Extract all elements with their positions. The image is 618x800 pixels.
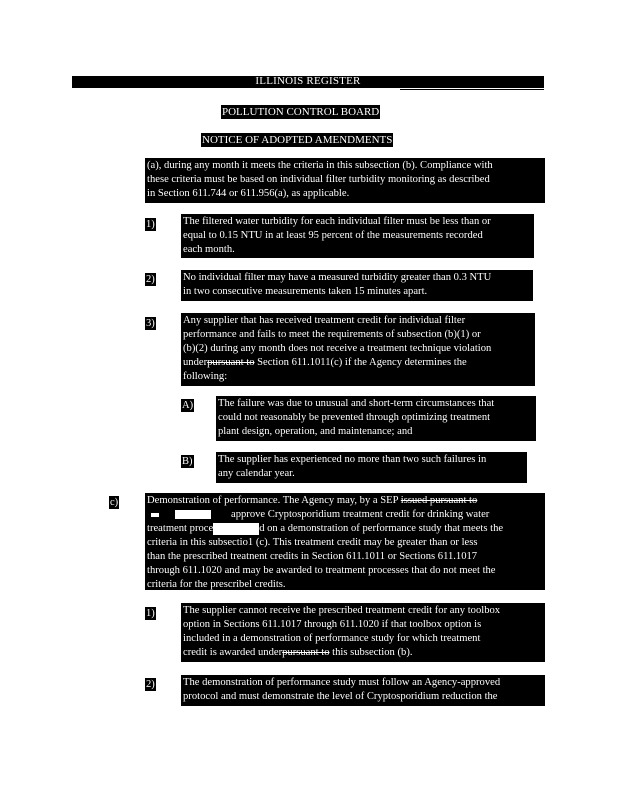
text-span: approve Cryptosporidium treatment credit for drinking water	[231, 509, 490, 520]
item-c2-paragraph	[181, 675, 545, 706]
text-line	[147, 550, 543, 564]
text-line	[147, 494, 543, 508]
redaction-mark	[175, 510, 211, 519]
text-span: for the prescribe	[179, 579, 250, 590]
notice-title: NOTICE OF ADOPTED AMENDMENTS	[202, 134, 393, 146]
item-A-paragraph	[216, 396, 536, 441]
redaction-mark	[151, 513, 159, 517]
text-line	[147, 536, 543, 550]
text-line: option in Sections 611.1017 through 611.1020 if that toolbox option is	[183, 619, 482, 630]
text-line: The failure was due to unusual and short-term circumstances that	[218, 398, 495, 409]
text-line: protocol and must demonstrate the level of Cryptosporidium reduction the	[183, 691, 498, 702]
item-marker: B)	[182, 456, 193, 467]
text-line	[183, 356, 533, 370]
item-3-paragraph	[181, 313, 535, 386]
text-span: Section 611.1011(c) if the Agency determines the	[254, 357, 467, 368]
item-2-paragraph	[181, 270, 533, 301]
register-title: ILLINOIS REGISTER	[255, 75, 361, 87]
text-span: this subsection (b).	[329, 647, 413, 658]
text-span: under	[183, 357, 208, 368]
text-line: included in a demonstration of performance study for which treatment	[183, 633, 481, 644]
text-line: in Section 611.744 or 611.956(a), as applicable.	[147, 188, 350, 199]
struck-text: issued pursuant to	[400, 495, 478, 506]
text-line	[147, 508, 543, 522]
text-line: (b)(2) during any month does not receive a treatment technique violation	[183, 343, 492, 354]
text-line	[147, 578, 543, 592]
item-marker: A)	[182, 400, 194, 411]
item-marker: c)	[110, 497, 119, 508]
text-line: plant design, operation, and maintenance; and	[218, 426, 413, 437]
text-line: (a), during any month it meets the criteria in this subsection (b). Compliance with	[147, 160, 493, 171]
header-underline	[400, 89, 544, 90]
text-line: The demonstration of performance study must follow an Agency-approved	[183, 677, 501, 688]
item-marker: 2)	[146, 679, 155, 690]
board-name: POLLUTION CONTROL BOARD	[222, 106, 380, 118]
intro-paragraph	[145, 158, 545, 203]
text-line: in two consecutive measurements taken 15 minutes apart.	[183, 286, 428, 297]
redaction-gap	[213, 523, 259, 535]
struck-text: pursuant to	[207, 357, 255, 368]
item-1-paragraph	[181, 214, 534, 258]
text-line: could not reasonably be prevented through optimizing treatment	[218, 412, 491, 423]
text-span: treatment proce	[147, 523, 214, 534]
item-marker: 1)	[146, 608, 155, 619]
text-line	[147, 522, 543, 536]
text-line	[183, 646, 543, 660]
text-line: following:	[183, 371, 228, 382]
text-line: any calendar year.	[218, 468, 295, 479]
text-line: No individual filter may have a measured turbidity greater than 0.3 NTU	[183, 272, 492, 283]
text-line: The supplier cannot receive the prescribed treatment credit for any toolbox	[183, 605, 501, 616]
text-span: l credits.	[249, 579, 286, 590]
text-line: each month.	[183, 244, 235, 255]
item-c1-paragraph	[181, 603, 545, 662]
item-marker: 2)	[146, 274, 155, 285]
item-marker: 1)	[146, 219, 155, 230]
item-c-paragraph	[145, 493, 545, 590]
text-line: through 611.1020 and may be awarded to treatment processes that do not meet the	[147, 565, 496, 576]
text-line: The supplier has experienced no more than two such failures in	[218, 454, 487, 465]
text-line: equal to 0.15 NTU in at least 95 percent of the measurements recorded	[183, 230, 483, 241]
text-span: credit is awarded under	[183, 647, 283, 658]
text-span: Demonstration of performance. The Agency may, by a SEP	[147, 495, 401, 506]
text-line: The filtered water turbidity for each individual filter must be less than or	[183, 216, 491, 227]
text-span: criteria in this subsectio	[147, 537, 248, 548]
text-line: these criteria must be based on individual filter turbidity monitoring as described	[147, 174, 490, 185]
text-line: performance and fails to meet the requirements of subsection (b)(1) or	[183, 329, 481, 340]
item-B-paragraph	[216, 452, 527, 483]
text-span: nent credits in Section 611.1011 or Sections 611.1017	[249, 551, 478, 562]
text-line: Any supplier that has received treatment credit for individual filter	[183, 315, 466, 326]
text-span: criteria	[147, 579, 180, 590]
text-span: than the prescribed treat	[147, 551, 250, 562]
text-span: d on a demonstration of performance study that meets the	[259, 523, 504, 534]
struck-text: pursuant to	[282, 647, 330, 658]
item-marker: 3)	[146, 318, 155, 329]
text-span: 1 (c). This treatment credit may be greater than or less	[247, 537, 478, 548]
